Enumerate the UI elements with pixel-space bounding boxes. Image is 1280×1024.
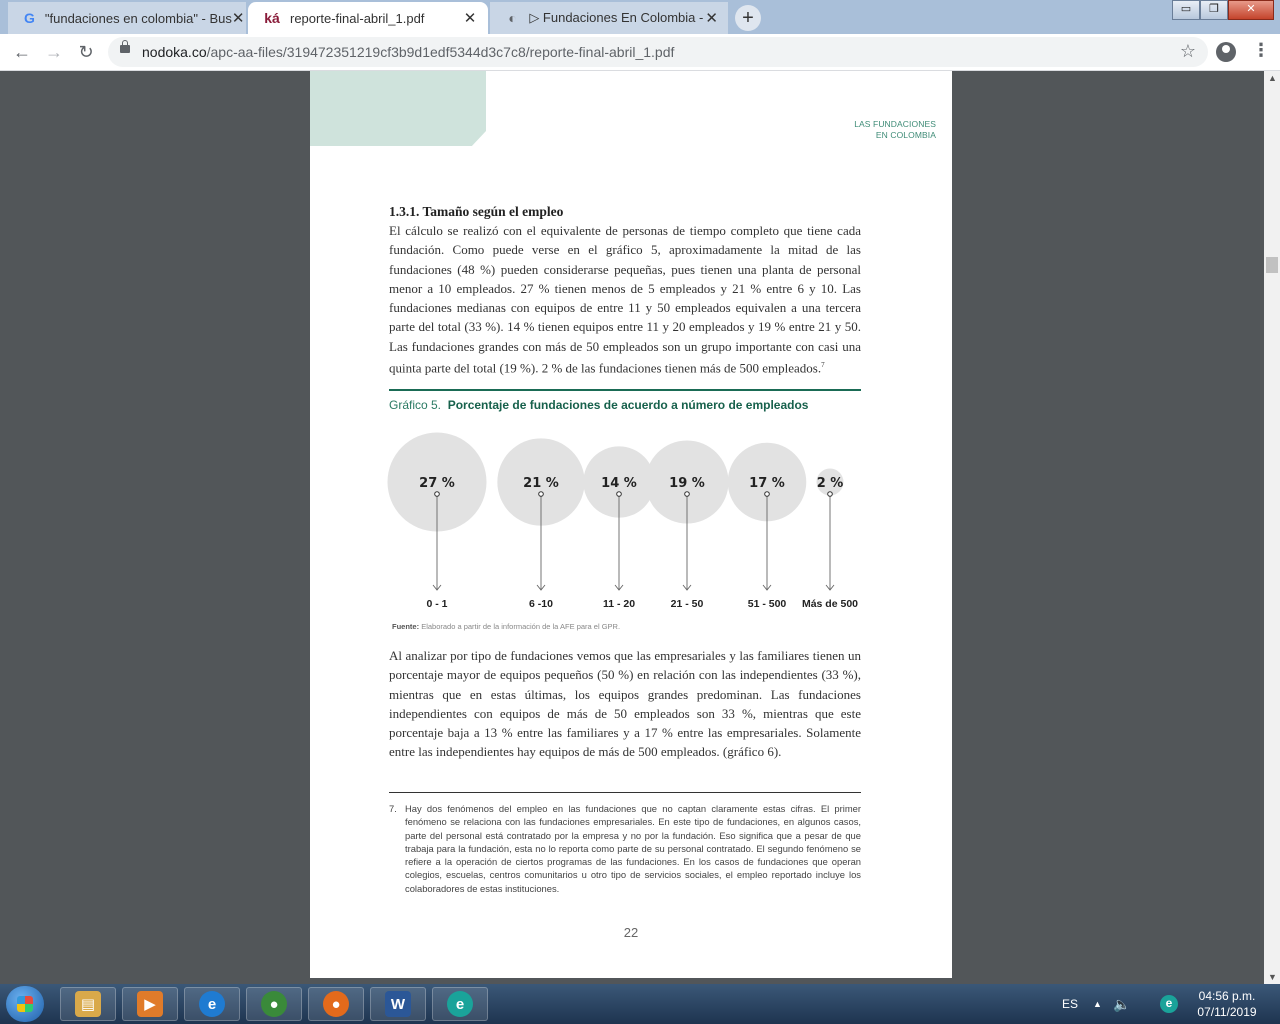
bubble-anchor-dot (539, 492, 544, 497)
paragraph-analysis: Al analizar por tipo de fundaciones vemos que las empresariales y las familiares tienen un porcentaje mayor de equipos pequeños (50 %) en relación con las independientes (33 %), mientras que en estas últimas, los equipos grandes predominan. Las fundaciones independientes con equipos de más de 50 empleados son 33 %, mientras que este porcentaje baja a 13 % entre las familiares y a 17 % entre las empresariales. Solamente entre las independientes hay equipos de más de 500 empleados. (gráfico 6). (389, 648, 861, 760)
bubble-anchor-dot (435, 492, 440, 497)
browser-menu-icon[interactable]: ⋮ (1252, 40, 1270, 60)
footnote-number: 7. (389, 803, 397, 814)
header-band (310, 71, 486, 146)
google-icon: G (24, 10, 35, 26)
window-controls (1172, 0, 1274, 20)
tab-pdf-report[interactable] (248, 2, 488, 34)
graph-title: Porcentaje de fundaciones de acuerdo a número de empleados (447, 398, 809, 412)
bubble-chart (380, 421, 880, 616)
start-button[interactable] (6, 986, 44, 1022)
taskbar-app-media-player[interactable] (122, 987, 178, 1021)
footnote (389, 802, 861, 895)
word-icon: W (385, 991, 411, 1017)
bubble-anchor-dot (765, 492, 770, 497)
tab-title: ▷ Fundaciones En Colombia - (529, 10, 704, 25)
source-text: Elaborado a partir de la información de la AFE para el GPR. (421, 622, 621, 631)
new-tab-button[interactable]: + (735, 5, 761, 31)
tab-strip (0, 0, 1280, 34)
tray-expand-icon[interactable]: ▲ (1093, 999, 1102, 1009)
close-window-button[interactable]: ✕ (1228, 0, 1274, 20)
clock-time: 04:56 p.m. (1198, 989, 1256, 1003)
bubble-value-label: 17 % (749, 476, 785, 491)
media-player-icon: ▶ (137, 991, 163, 1017)
graph-top-rule (389, 389, 861, 391)
eset-icon: e (447, 991, 473, 1017)
taskbar-app-firefox[interactable] (308, 987, 364, 1021)
page-number: 22 (623, 925, 639, 940)
category-label: 51 - 500 (747, 598, 787, 610)
scroll-down-icon[interactable]: ▼ (1268, 972, 1277, 982)
windows-taskbar (0, 984, 1280, 1024)
taskbar-app-explorer[interactable] (60, 987, 116, 1021)
bubble-value-label: 19 % (669, 476, 705, 491)
section-title: 1.3.1. Tamaño según el empleo (389, 204, 564, 219)
scrollbar-thumb[interactable] (1266, 257, 1278, 273)
footnote-ref[interactable]: 7 (821, 361, 825, 370)
footnote-rule (389, 792, 861, 793)
category-label: 21 - 50 (670, 598, 704, 610)
bubble-value-label: 21 % (523, 476, 559, 491)
bubble-value-label: 2 % (816, 476, 844, 491)
eset-tray-icon[interactable] (1160, 984, 1178, 1024)
bubble-value-label: 27 % (419, 476, 455, 491)
clock-date: 07/11/2019 (1197, 1005, 1257, 1019)
language-indicator[interactable]: ES (1062, 997, 1079, 1011)
browser-toolbar (0, 34, 1280, 71)
tab-close-icon[interactable]: ✕ (705, 10, 718, 27)
bubble-anchor-dot (617, 492, 622, 497)
url-path: /apc-aa-files/319472351219cf3b9d1edf5344d3c7c8/reporte-final-abril_1.pdf (206, 44, 675, 60)
explorer-icon: ▤ (75, 991, 101, 1017)
url-host: nodoka.co (142, 44, 207, 60)
url-text[interactable] (142, 44, 674, 60)
account-icon[interactable] (1216, 42, 1236, 62)
forward-button[interactable]: → (45, 42, 63, 62)
taskbar-app-word[interactable] (370, 987, 426, 1021)
taskbar-app-eset[interactable] (432, 987, 488, 1021)
reload-button[interactable]: ↻ (78, 42, 94, 62)
running-header-line: EN COLOMBIA (875, 130, 936, 140)
chrome-icon: ● (261, 991, 287, 1017)
source-label: Fuente: (392, 622, 420, 631)
taskbar-app-internet-explorer[interactable] (184, 987, 240, 1021)
category-label: 6 -10 (529, 598, 553, 610)
internet-explorer-icon: e (199, 991, 225, 1017)
tab-close-icon[interactable]: ✕ (231, 10, 245, 27)
category-label: Más de 500 (801, 598, 859, 610)
graph-caption (389, 398, 808, 412)
bubble-anchor-dot (685, 492, 690, 497)
tab-close-icon[interactable]: ✕ (463, 10, 477, 27)
graph-label: Gráfico 5. (389, 398, 442, 412)
bubble-value-label: 14 % (601, 476, 637, 491)
lock-icon (120, 45, 130, 53)
back-button[interactable]: ← (13, 42, 31, 62)
site-logo-icon: ká (264, 10, 280, 26)
taskbar-app-chrome[interactable] (246, 987, 302, 1021)
pdf-page (310, 71, 952, 978)
minimize-button[interactable]: ▭ (1172, 0, 1200, 20)
category-label: 11 - 20 (602, 598, 636, 610)
globe-icon: ◐ (508, 10, 517, 26)
scroll-up-icon[interactable]: ▲ (1268, 73, 1277, 83)
tab-title: reporte-final-abril_1.pdf (290, 10, 425, 26)
system-clock[interactable] (1188, 988, 1266, 1020)
eset-tray-glyph: e (1160, 995, 1178, 1013)
tab-google-search[interactable] (8, 2, 246, 34)
graph-source (392, 622, 620, 631)
pdf-viewer[interactable] (0, 71, 1264, 984)
volume-icon[interactable]: 🔈 (1113, 995, 1131, 1012)
running-header (854, 119, 936, 141)
bookmark-star-icon[interactable]: ☆ (1179, 41, 1196, 61)
address-bar[interactable] (108, 37, 1208, 67)
footnote-text: Hay dos fenómenos del empleo en las fundaciones que no captan claramente estas cifras. El primer fenómeno se relaciona con las fundaciones empresariales. En este tipo de fundaciones, en algunos casos, parte del personal está contratado por la empresa y no por la fundación. Eso significa que a pesar de que trabaja para la fundación, esta no lo reporta como parte de su personal contratado. El segundo fenómeno se refiere a la operación de ciertos programas de las fundaciones. En los casos de fundaciones que operan colegios, escuelas, centros comunitarios u otro tipo de servicios sociales, el empleo reportado incluye los colaboradores de estas instituciones. (405, 803, 861, 894)
paragraph-text: El cálculo se realizó con el equivalente de personas de tiempo completo que tiene cada fundación. Como puede verse en el gráfico 5, aproximadamente la mitad de las fundaciones (48 %) pueden considerarse pequeñas, pues tienen una planta de personal menor a 10 empleados. 27 % tienen menos de 5 empleados y 21 % entre 6 y 10. Las fundaciones medianas con equipos de entre 11 y 50 empleados equivalen a una tercera parte del total (33 %). 14 % tienen equipos entre 11 y 20 empleados y 19 % entre 21 y 50. Las fundaciones grandes con más de 50 empleados son un grupo importante con casi una quinta parte del total (19 %). 2 % de las fundaciones tienen más de 500 empleados. (389, 223, 861, 376)
category-label: 0 - 1 (426, 598, 448, 610)
tab-title: "fundaciones en colombia" - Bus (44, 10, 232, 26)
tab-fundaciones[interactable] (490, 2, 728, 34)
running-header-line: LAS FUNDACIONES (854, 119, 936, 129)
bubble-anchor-dot (828, 492, 833, 497)
vertical-scrollbar[interactable] (1264, 71, 1280, 984)
restore-button[interactable]: ❐ (1200, 0, 1228, 20)
firefox-icon: ● (323, 991, 349, 1017)
paragraph-intro (389, 221, 861, 378)
